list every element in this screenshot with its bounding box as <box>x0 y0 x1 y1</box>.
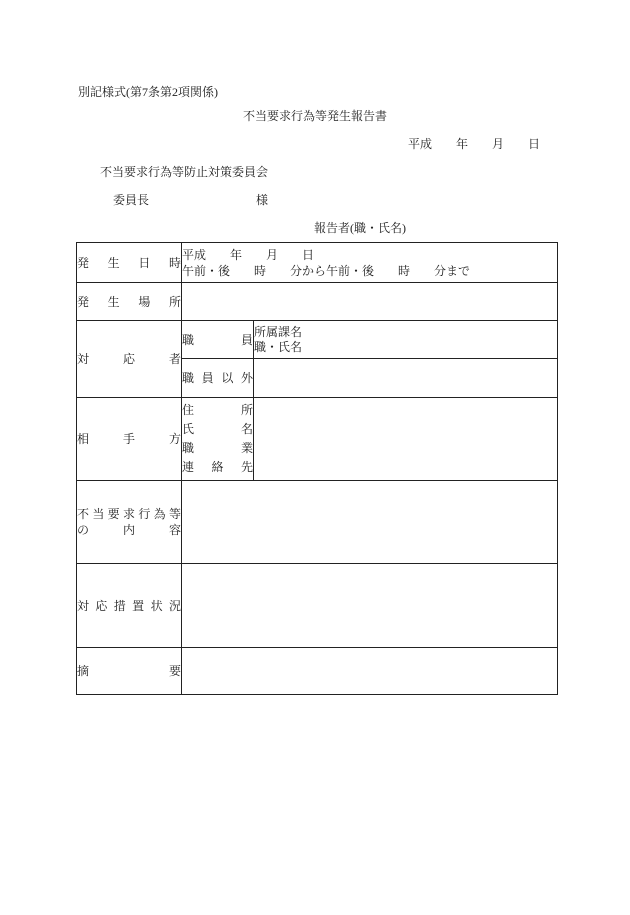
occurrence-place-label-cell <box>77 283 182 321</box>
occurrence-datetime-label: 発 生 日 時 <box>77 255 181 270</box>
details-label-line2: の 内 容 <box>77 523 181 537</box>
details-label-line1: 不 当 要 求 行 為 等 <box>77 507 181 521</box>
row-responder-staff <box>77 321 558 359</box>
responder-label-cell <box>77 321 182 398</box>
measures-label-cell <box>77 564 182 648</box>
counterpart-contact-label: 連 絡 先 <box>182 460 253 474</box>
staff-department-line: 所属課名 <box>254 324 303 339</box>
measures-cell <box>182 564 558 648</box>
summary-cell <box>182 648 558 695</box>
measures-label: 対 応 措 置 状 況 <box>77 598 181 613</box>
addressee-title: 委員長 <box>113 193 150 207</box>
occurrence-place-cell <box>182 283 558 321</box>
staff-name-line: 職・氏名 <box>254 339 303 354</box>
staff-label: 職 員 <box>182 332 253 347</box>
report-date: 平成 年 月 日 <box>408 137 541 151</box>
addressee-honorific: 様 <box>256 193 269 207</box>
reporter-label: 報告者(職・氏名) <box>314 221 406 235</box>
non-staff-label-cell <box>182 359 254 398</box>
counterpart-fields-cell <box>182 398 254 481</box>
non-staff-label: 職 員 以 外 <box>182 371 253 385</box>
counterpart-occupation-label: 職 業 <box>182 441 253 455</box>
occurrence-datetime-label-cell <box>77 243 182 283</box>
report-table <box>76 242 558 695</box>
occurrence-datetime-cell <box>182 243 558 283</box>
staff-cell <box>254 321 558 359</box>
summary-label-cell <box>77 648 182 695</box>
row-counterpart <box>77 398 558 481</box>
non-staff-cell <box>254 359 558 398</box>
row-summary <box>77 648 558 695</box>
row-occurrence-place <box>77 283 558 321</box>
counterpart-cell <box>254 398 558 481</box>
addressee-organization: 不当要求行為等防止対策委員会 <box>100 165 269 179</box>
details-cell <box>182 481 558 564</box>
document-title: 不当要求行為等発生報告書 <box>243 109 388 123</box>
counterpart-label: 相 手 方 <box>77 432 181 446</box>
counterpart-name-label: 氏 名 <box>182 422 253 436</box>
row-details <box>77 481 558 564</box>
form-reference: 別記様式(第7条第2項関係) <box>78 85 218 99</box>
occurrence-place-label: 発 生 場 所 <box>77 294 181 309</box>
occurrence-time-line: 午前・後 時 分から午前・後 時 分まで <box>182 263 471 278</box>
responder-label: 対 応 者 <box>77 352 181 366</box>
summary-label: 摘 要 <box>77 664 181 678</box>
occurrence-date-line: 平成 年 月 日 <box>182 247 315 262</box>
staff-label-cell <box>182 321 254 359</box>
details-label-cell <box>77 481 182 564</box>
row-occurrence-datetime <box>77 243 558 283</box>
counterpart-label-cell <box>77 398 182 481</box>
counterpart-address-label: 住 所 <box>182 403 253 417</box>
row-measures <box>77 564 558 648</box>
